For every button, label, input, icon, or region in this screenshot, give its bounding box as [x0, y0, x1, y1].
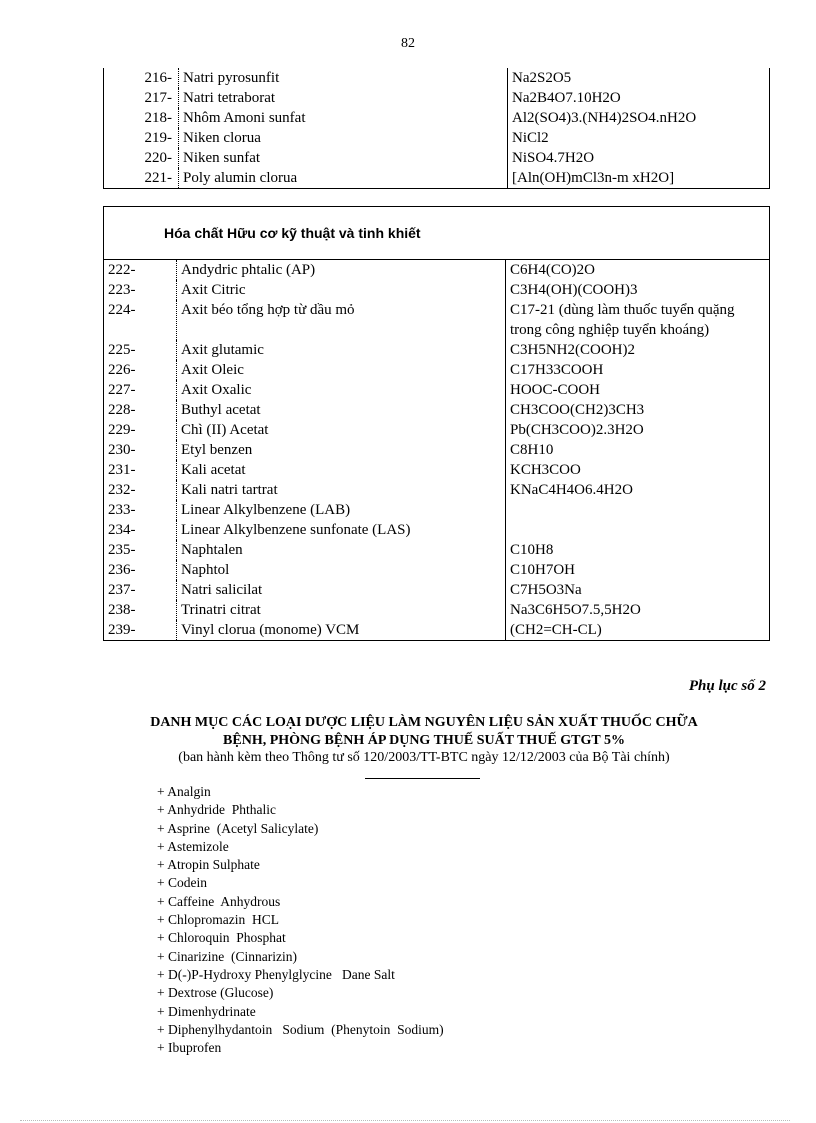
list-item: + Analgin — [157, 784, 211, 799]
chemical-formula: KNaC4H4O6.4H2O — [510, 482, 633, 498]
list-item: + Dimenhydrinate — [157, 1003, 256, 1019]
chemical-name: Poly alumin clorua — [179, 168, 508, 189]
chemical-name: Kali acetat — [177, 460, 506, 480]
table-row — [104, 88, 770, 108]
table-row — [104, 580, 770, 600]
list-item: + Atropin Sulphate — [157, 857, 260, 873]
list-item: + Cinarizine (Cinnarizin) — [157, 948, 297, 964]
list-item: + Ibuprofen — [157, 1040, 222, 1056]
chemical-formula — [506, 500, 770, 520]
row-number: 237- — [108, 582, 136, 598]
chemical-name: Linear Alkylbenzene sunfonate (LAS) — [177, 520, 506, 540]
list-item: + Chlopromazin HCL — [157, 912, 279, 928]
row-number: 221- — [144, 170, 172, 186]
chemical-formula: Pb(CH3COO)2.3H2O — [510, 422, 644, 438]
row-number: 216- — [144, 70, 172, 86]
row-number: 232- — [108, 482, 136, 498]
chemical-formula: NiCl2 — [512, 130, 549, 146]
chemical-name: Axit Oxalic — [177, 380, 506, 400]
table-row — [104, 520, 770, 540]
row-number: 217- — [144, 90, 172, 106]
chemical-name: Kali natri tartrat — [177, 480, 506, 500]
divider — [365, 778, 480, 779]
chemical-name: Vinyl clorua (monome) VCM — [177, 620, 506, 641]
list-item: + Asprine (Acetyl Salicylate) — [157, 820, 319, 836]
table-row — [104, 560, 770, 580]
appendix-subtitle: (ban hành kèm theo Thông tư số 120/2003/TT-BTC ngày 12/12/2003 của Bộ Tài chính) — [178, 750, 670, 765]
list-item: + Astemizole — [157, 838, 229, 854]
row-number: 225- — [108, 342, 136, 358]
table-row — [104, 260, 770, 281]
appendix-title-line1: DANH MỤC CÁC LOẠI DƯỢC LIỆU LÀM NGUYÊN LIỆU SẢN XUẤT THUỐC CHỮA — [150, 715, 698, 730]
row-number: 228- — [108, 402, 136, 418]
chemical-name: Niken sunfat — [179, 148, 508, 168]
appendix-title-line2: BỆNH, PHÒNG BỆNH ÁP DỤNG THUẾ SUẤT THUẾ GTGT 5% — [223, 733, 625, 748]
chemical-formula — [506, 520, 770, 540]
list-item: + Dextrose (Glucose) — [157, 985, 274, 1001]
row-number: 226- — [108, 362, 136, 378]
chemical-name: Buthyl acetat — [177, 400, 506, 420]
chemical-formula: Na2S2O5 — [512, 70, 572, 86]
row-number: 235- — [108, 542, 136, 558]
list-item: + Anhydride Phthalic — [157, 802, 276, 818]
chemical-name: Andydric phtalic (AP) — [177, 260, 506, 281]
chemical-name: Chì (II) Acetat — [177, 420, 506, 440]
table-row — [104, 340, 770, 360]
row-number: 234- — [108, 522, 136, 538]
list-item: + Caffeine Anhydrous — [157, 893, 281, 909]
row-number: 224- — [108, 302, 136, 318]
table-row — [104, 440, 770, 460]
chemical-formula: HOOC-COOH — [510, 382, 600, 398]
chemical-name: Axit Oleic — [177, 360, 506, 380]
table-row — [104, 500, 770, 520]
table-row — [104, 600, 770, 620]
row-number: 223- — [108, 282, 136, 298]
row-number: 222- — [108, 262, 136, 278]
chemical-formula: C3H5NH2(COOH)2 — [510, 342, 635, 358]
chemicals-table-inorganic — [103, 68, 770, 189]
chemical-formula: C10H7OH — [510, 562, 576, 578]
page-number: 82 — [401, 36, 415, 51]
chemical-formula: (CH2=CH-CL) — [510, 622, 602, 638]
chemical-formula: NiSO4.7H2O — [512, 150, 595, 166]
chemical-formula: Na3C6H5O7.5,5H2O — [510, 602, 641, 618]
chemical-name: Trinatri citrat — [177, 600, 506, 620]
table-row — [104, 460, 770, 480]
table-row — [104, 168, 770, 189]
chemical-formula: C10H8 — [510, 542, 554, 558]
table-row — [104, 480, 770, 500]
row-number: 227- — [108, 382, 136, 398]
table-row — [104, 108, 770, 128]
chemical-formula: Na2B4O7.10H2O — [512, 90, 621, 106]
table-row — [104, 620, 770, 641]
chemical-formula: Al2(SO4)3.(NH4)2SO4.nH2O — [512, 110, 697, 126]
chemical-name: Linear Alkylbenzene (LAB) — [177, 500, 506, 520]
chemical-formula: C17H33COOH — [510, 362, 604, 378]
table-row — [104, 128, 770, 148]
chemical-name: Naphtol — [177, 560, 506, 580]
row-number: 239- — [108, 622, 136, 638]
row-number: 220- — [144, 150, 172, 166]
chemical-formula: KCH3COO — [510, 462, 581, 478]
table-row — [104, 380, 770, 400]
row-number: 229- — [108, 422, 136, 438]
table-row — [104, 360, 770, 380]
chemical-formula: C7H5O3Na — [510, 582, 582, 598]
chemical-name: Axit béo tổng hợp từ dầu mỏ — [177, 300, 506, 340]
list-item: + Codein — [157, 875, 207, 891]
drug-list — [157, 783, 444, 1057]
chemical-name: Natri pyrosunfit — [179, 68, 508, 88]
list-item: + D(-)P-Hydroxy Phenylglycine Dane Salt — [157, 966, 395, 982]
row-number: 233- — [108, 502, 136, 518]
section-heading-row — [104, 207, 770, 260]
row-number: 219- — [144, 130, 172, 146]
chemical-name: Natri salicilat — [177, 580, 506, 600]
row-number: 236- — [108, 562, 136, 578]
chemical-name: Etyl benzen — [177, 440, 506, 460]
chemical-name: Axit Citric — [177, 280, 506, 300]
chemical-formula: C8H10 — [510, 442, 554, 458]
chemical-name: Naphtalen — [177, 540, 506, 560]
section-heading: Hóa chất Hữu cơ kỹ thuật và tinh khiết — [104, 207, 770, 260]
chemical-name: Nhôm Amoni sunfat — [179, 108, 508, 128]
table-row — [104, 540, 770, 560]
chemical-name: Niken clorua — [179, 128, 508, 148]
table-row — [104, 400, 770, 420]
table-row — [104, 300, 770, 340]
chemical-name: Axit glutamic — [177, 340, 506, 360]
appendix-label: Phụ lục số 2 — [688, 678, 766, 694]
chemical-name: Natri tetraborat — [179, 88, 508, 108]
table-row — [104, 280, 770, 300]
row-number: 238- — [108, 602, 136, 618]
row-number: 218- — [144, 110, 172, 126]
row-number: 230- — [108, 442, 136, 458]
table-row — [104, 68, 770, 88]
chemical-formula: C6H4(CO)2O — [510, 262, 595, 278]
chemical-formula: CH3COO(CH2)3CH3 — [510, 402, 645, 418]
list-item: + Chloroquin Phosphat — [157, 930, 286, 946]
table-row — [104, 148, 770, 168]
chemicals-table-organic — [103, 206, 770, 641]
chemical-formula: [Aln(OH)mCl3n-m xH2O] — [512, 170, 675, 186]
chemical-formula: C17-21 (dùng làm thuốc tuyển quặng trong công nghiệp tuyển khoáng) — [510, 302, 735, 338]
row-number: 231- — [108, 462, 136, 478]
table-row — [104, 420, 770, 440]
appendix-title — [0, 714, 816, 750]
chemical-formula: C3H4(OH)(COOH)3 — [510, 282, 638, 298]
footer-divider — [20, 1120, 790, 1121]
list-item: + Diphenylhydantoin Sodium (Phenytoin Sodium) — [157, 1021, 444, 1037]
